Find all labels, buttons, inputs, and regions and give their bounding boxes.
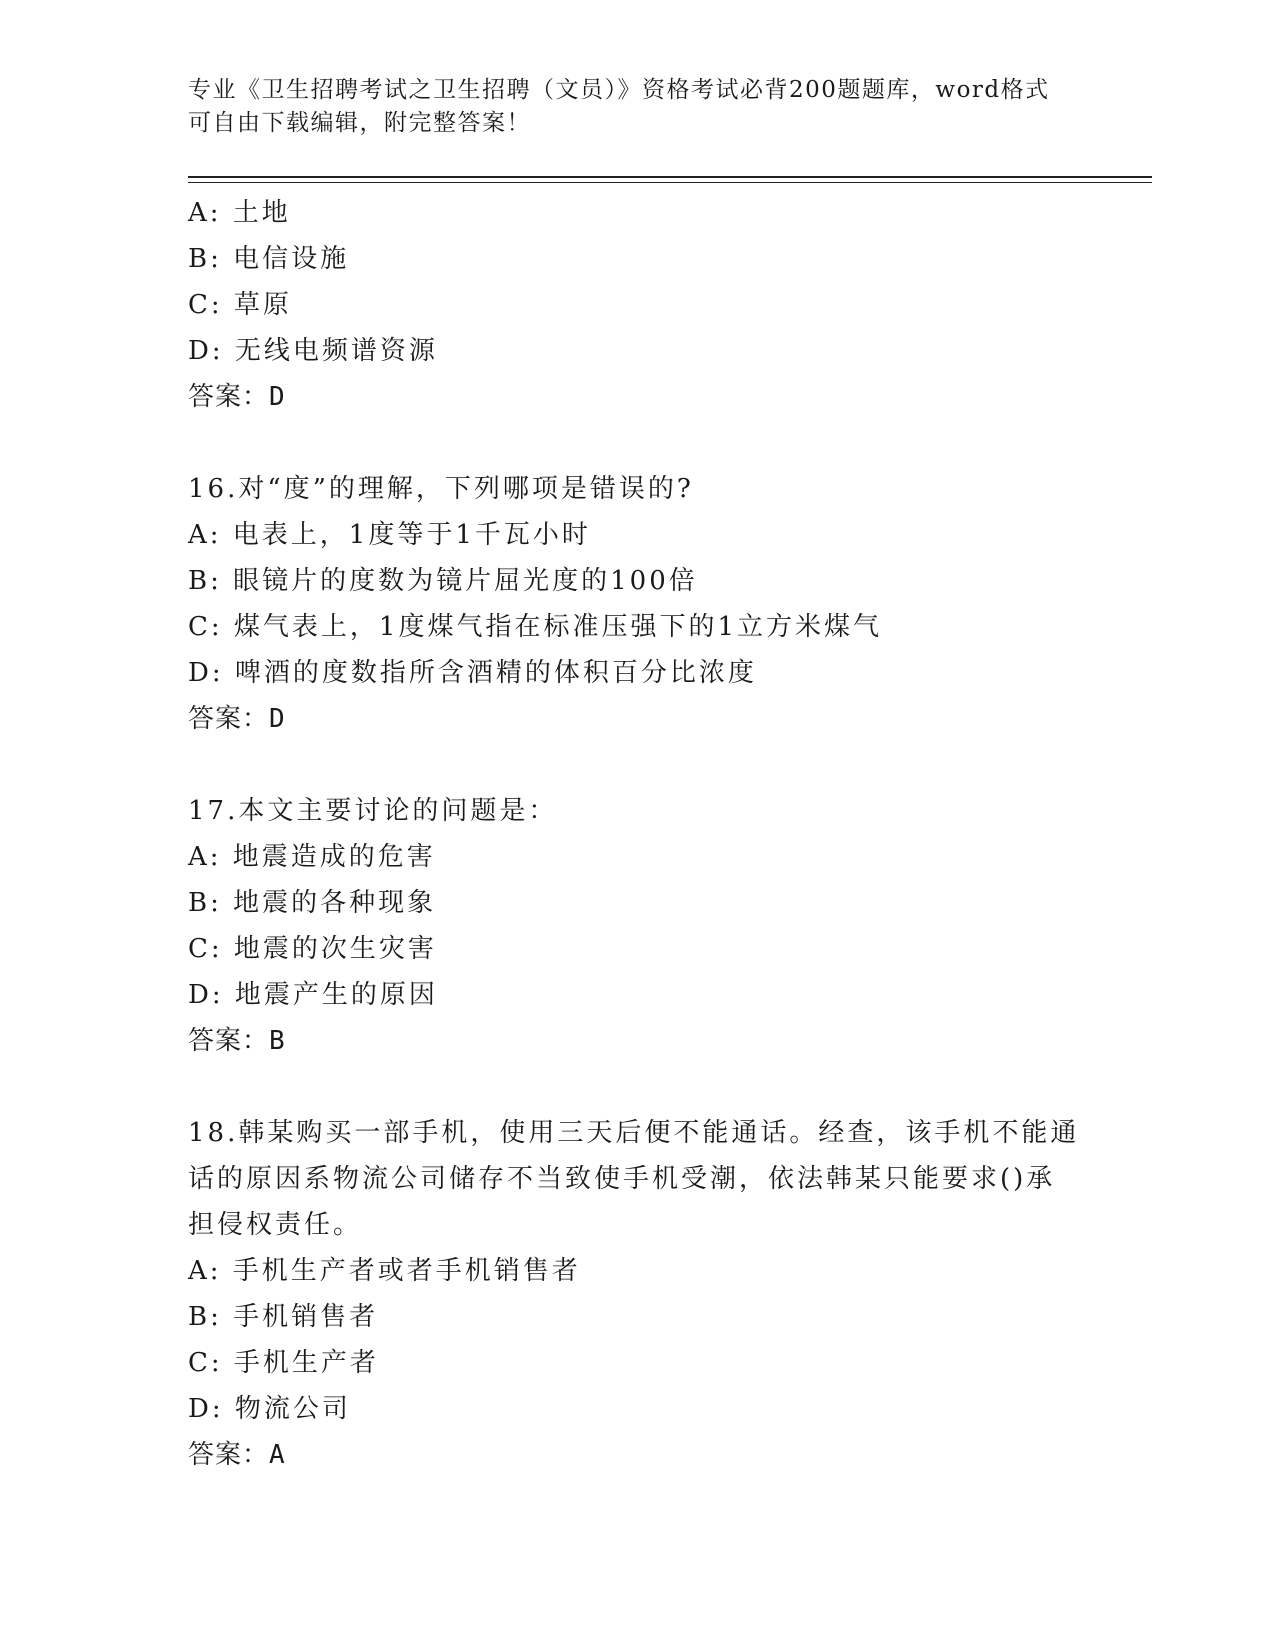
option-c: C: 草原 bbox=[188, 290, 292, 320]
header-line-1: 专业《卫生招聘考试之卫生招聘（文员）》资格考试必背200题题库，word格式 bbox=[188, 77, 1050, 103]
question-text-line-1: 18.韩某购买一部手机，使用三天后便不能通话。经查，该手机不能通 bbox=[188, 1118, 1080, 1148]
question-list bbox=[188, 190, 1088, 1478]
answer-line: 答案：B bbox=[188, 1026, 286, 1056]
question-text: 16.对“度”的理解，下列哪项是错误的? bbox=[188, 474, 694, 504]
option-d: D: 啤酒的度数指所含酒精的体积百分比浓度 bbox=[188, 658, 757, 688]
header-rule-thin bbox=[188, 182, 1152, 183]
question-text-line-2: 话的原因系物流公司储存不当致使手机受潮，依法韩某只能要求()承 bbox=[188, 1164, 1056, 1194]
spacer bbox=[188, 1064, 1088, 1110]
answer-line: 答案：A bbox=[188, 1440, 286, 1470]
option-b: B: 电信设施 bbox=[188, 244, 350, 274]
option-a: A: 电表上，1度等于1千瓦小时 bbox=[188, 520, 591, 550]
question-18 bbox=[188, 1110, 1088, 1478]
header-rule-thick bbox=[188, 176, 1152, 178]
option-a: A: 地震造成的危害 bbox=[188, 842, 436, 872]
answer-line: 答案：D bbox=[188, 382, 286, 412]
question-16 bbox=[188, 466, 1088, 742]
question-text: 17.本文主要讨论的问题是： bbox=[188, 796, 558, 826]
answer-line: 答案：D bbox=[188, 704, 286, 734]
document-header bbox=[188, 74, 1088, 140]
question-15 bbox=[188, 190, 1088, 420]
option-d: D: 物流公司 bbox=[188, 1394, 351, 1424]
header-line-2: 可自由下载编辑，附完整答案！ bbox=[188, 110, 531, 136]
option-b: B: 手机销售者 bbox=[188, 1302, 379, 1332]
option-d: D: 无线电频谱资源 bbox=[188, 336, 438, 366]
option-c: C: 地震的次生灾害 bbox=[188, 934, 437, 964]
option-c: C: 煤气表上，1度煤气指在标准压强下的1立方米煤气 bbox=[188, 612, 883, 642]
question-17 bbox=[188, 788, 1088, 1064]
option-c: C: 手机生产者 bbox=[188, 1348, 379, 1378]
option-b: B: 地震的各种现象 bbox=[188, 888, 437, 918]
spacer bbox=[188, 742, 1088, 788]
option-b: B: 眼镜片的度数为镜片屈光度的100倍 bbox=[188, 566, 698, 596]
spacer bbox=[188, 420, 1088, 466]
option-a: A: 土地 bbox=[188, 198, 291, 228]
option-a: A: 手机生产者或者手机销售者 bbox=[188, 1256, 581, 1286]
option-d: D: 地震产生的原因 bbox=[188, 980, 438, 1010]
question-text-line-3: 担侵权责任。 bbox=[188, 1210, 363, 1240]
